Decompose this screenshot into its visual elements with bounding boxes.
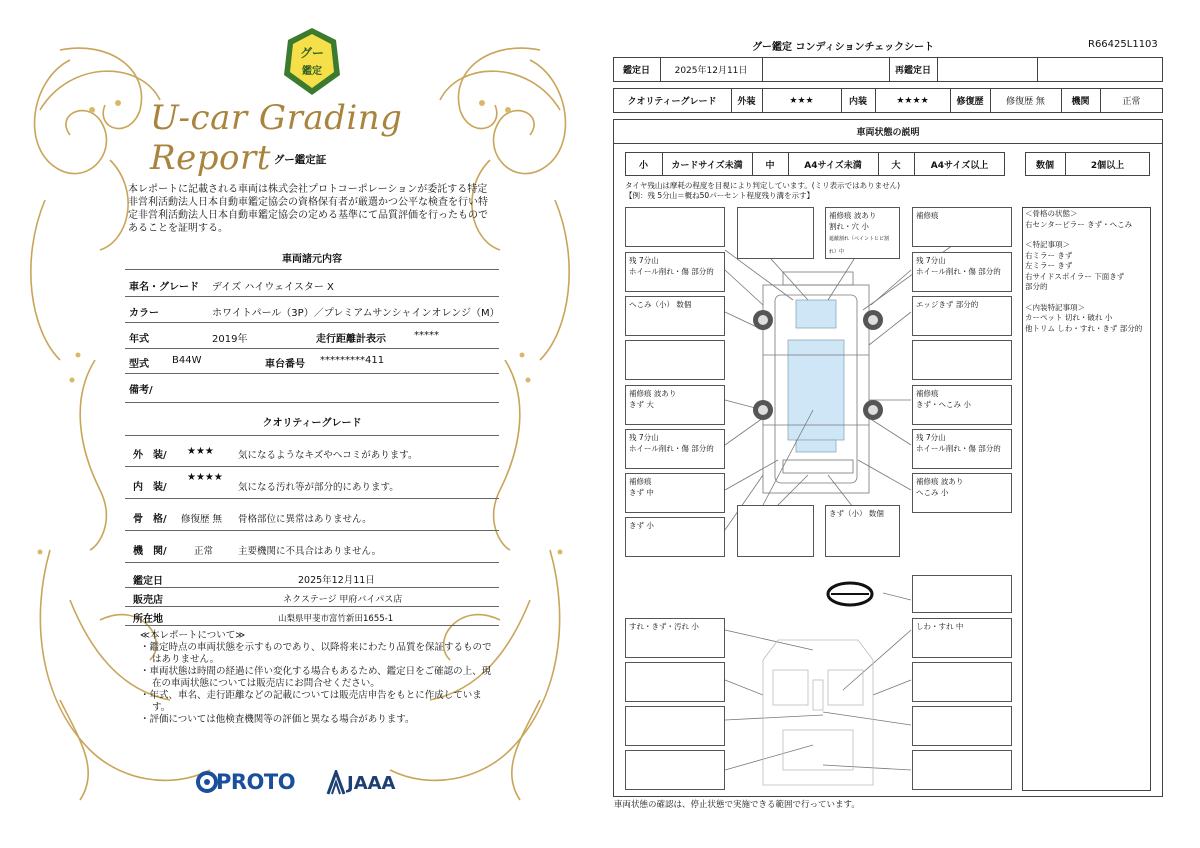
interior-text: 気になる汚れ等が部分的にあります。	[238, 482, 399, 493]
note-line: 左ミラー きず	[1025, 261, 1073, 270]
size-large-desc: A4サイズ以上	[930, 160, 989, 171]
date-value: 2025年12月11日	[674, 66, 748, 76]
note-item: ・評価については他検査機関等の評価と異なる場合があります。	[140, 714, 415, 725]
size-small: 小	[638, 160, 648, 171]
note-line: 部分的	[1025, 282, 1048, 291]
quality-title: クオリティーグレード	[262, 418, 362, 429]
proto-logo-icon	[196, 770, 218, 796]
note-line: 他トリム しわ・すれ・きず 部分的	[1025, 323, 1143, 333]
size-small-desc: カードサイズ未満	[671, 160, 743, 171]
interior-label: 内 装/	[133, 482, 167, 493]
count-label: 数個	[1035, 160, 1054, 171]
interior-box-empty	[625, 706, 725, 746]
damage-box-empty	[737, 505, 814, 557]
divider	[125, 322, 499, 323]
year-value: 2019年	[212, 334, 248, 345]
badge-top-text: グー	[299, 46, 324, 60]
date-value: 2025年12月11日	[298, 575, 375, 586]
jaaa-logo-icon	[326, 770, 346, 796]
quality-label: クオリティーグレード	[627, 97, 717, 107]
engine-value: 正常	[1122, 97, 1141, 107]
interior-box-empty	[625, 662, 725, 702]
exterior-label: 外 装/	[133, 450, 167, 461]
badge-bottom-text: 鑑定	[302, 66, 322, 77]
engine-text: 主要機関に不具合はありません。	[238, 546, 382, 557]
int-value: ★★★★	[896, 95, 929, 106]
damage-box-right-4: 補修痕 きず・へこみ 小	[912, 385, 1012, 425]
count-desc: 2個以上	[1090, 160, 1125, 171]
divider	[125, 466, 499, 467]
interior-box-empty	[912, 706, 1012, 746]
repair-value: 修復歴 無	[1006, 97, 1045, 107]
report-notes	[140, 630, 495, 726]
interior-box-empty	[625, 750, 725, 790]
steering-wheel-icon	[828, 583, 872, 605]
damage-box-top-center: 補修痕 波あり 割れ・穴 小 遮蔽割れ（ペイントヒビ割れ）中	[825, 207, 900, 259]
damage-box-left-5: 残 7分山 ホイール削れ・傷 部分的	[625, 429, 725, 469]
damage-box-right-2: エッジきず 部分的	[912, 296, 1012, 336]
size-mid-desc: A4サイズ未満	[804, 160, 862, 171]
damage-box-left-4: 補修痕 波あり きず 大	[625, 385, 725, 425]
divider	[125, 373, 499, 374]
damage-box-empty	[625, 207, 725, 247]
chassis-value: *********411	[320, 355, 385, 366]
color-label: カラー	[129, 308, 159, 319]
engine-label: 機関	[1071, 97, 1090, 107]
damage-box-left-6: 補修痕 きず 中	[625, 473, 725, 513]
note-line: 右サイドスポイラー 下面きず	[1025, 271, 1125, 281]
exterior-text: 気になるようなキズやヘコミがあります。	[238, 450, 418, 461]
interior-box-left-1: すれ・きず・汚れ 小	[625, 618, 725, 658]
description-title: 車両状態の説明	[856, 127, 920, 138]
odometer-label: 走行距離計表示	[316, 334, 386, 345]
interior-stars: ★★★★	[187, 472, 223, 483]
note-line: 右センターピラー きず・へこみ	[1025, 219, 1133, 229]
date-label: 鑑定日	[622, 66, 650, 76]
divider	[125, 269, 499, 270]
certificate-text: 本レポートに記載される車両は株式会社プロトコーポレーションが委託する特定非営利活動法人日本自動車鑑定協会の資格保有者が厳選かつ公平な検査を行い特定非営利活動法人日本自動車鑑定協会の定める基準にて品質評価を行ったものであることを証明する。	[128, 184, 488, 234]
frame-text: 骨格部位に異常はありません。	[238, 514, 372, 525]
chassis-label: 車台番号	[265, 359, 305, 370]
damage-box-right-6: 補修痕 波あり へこみ 小	[912, 473, 1012, 513]
tire-note-1: タイヤ残山は摩耗の程度を目視により判定しています。(ミリ表示ではありません)	[625, 181, 901, 190]
damage-box-left-2: へこみ（小） 数個	[625, 296, 725, 336]
tire-note-2: 【例：残 5分山＝概ね50パーセント程度残り溝を示す】	[625, 191, 815, 200]
damage-box-left-7: きず 小	[625, 517, 725, 557]
damage-box-bottom-center: きず（小） 数個	[825, 505, 900, 557]
address-label: 所在地	[133, 614, 163, 625]
divider	[125, 562, 499, 563]
damage-box-right-5: 残 7分山 ホイール削れ・傷 部分的	[912, 429, 1012, 469]
interior-box-empty	[912, 750, 1012, 790]
ext-label: 外装	[737, 97, 756, 107]
sheet-code: R66425L1103	[1088, 39, 1158, 50]
int-label: 内装	[848, 97, 867, 107]
side-notes	[1025, 209, 1142, 334]
damage-box-empty	[912, 575, 1012, 613]
note-line: ＜内装特記事項＞	[1025, 302, 1085, 312]
damage-box-top-right: 補修痕	[912, 207, 1012, 247]
damage-box-empty	[625, 340, 725, 380]
divider	[125, 348, 499, 349]
report-script-title: U-car Grading Report	[150, 98, 403, 178]
reinspect-label: 再鑑定日	[894, 66, 931, 76]
frame-label: 骨 格/	[133, 514, 167, 525]
name-label: 車名・グレード	[129, 282, 199, 293]
ext-value: ★★★	[789, 95, 814, 106]
shop-label: 販売店	[133, 595, 163, 606]
divider	[125, 606, 499, 607]
jaaa-logo-text: JAAA	[347, 773, 396, 794]
remarks-label: 備考/	[129, 385, 153, 396]
divider	[125, 587, 499, 588]
sheet-title: グー鑑定 コンディションチェックシート	[752, 42, 935, 53]
damage-box-right-1: 残 7分山 ホイール削れ・傷 部分的	[912, 252, 1012, 292]
sheet-footer: 車両状態の確認は、停止状態で実施できる範囲で行っています。	[614, 800, 860, 810]
note-line: ＜特記事項＞	[1025, 240, 1070, 249]
damage-box-empty	[912, 340, 1012, 380]
specs-title: 車両諸元内容	[282, 254, 342, 265]
engine-value: 正常	[194, 546, 214, 557]
note-line: カーペット 切れ・破れ 小	[1025, 313, 1113, 322]
divider	[125, 498, 499, 499]
note-item: ・年式、車名、走行距離などの記載については販売店申告をもとに作成しています。	[140, 690, 482, 713]
interior-box-empty	[912, 662, 1012, 702]
repair-label: 修復歴	[956, 97, 984, 107]
divider	[125, 530, 499, 531]
interior-box-right-1: しわ・すれ 中	[912, 618, 1012, 658]
notes-title: ≪本レポートについて≫	[140, 630, 246, 641]
certificate-title: グー鑑定証	[273, 154, 327, 166]
engine-label: 機 関/	[133, 546, 167, 557]
note-line: 右ミラー きず	[1025, 250, 1073, 260]
odometer-value: *****	[414, 330, 439, 341]
proto-logo-text: PROTO	[216, 770, 296, 794]
size-mid: 中	[765, 160, 775, 171]
exterior-stars: ★★★	[187, 446, 214, 457]
divider	[125, 435, 499, 436]
shop-value: ネクステージ 甲府バイパス店	[283, 595, 403, 605]
frame-value: 修復歴 無	[181, 514, 223, 525]
divider	[125, 402, 499, 403]
name-value: デイズ ハイウェイスター X	[212, 282, 334, 293]
date-label: 鑑定日	[133, 576, 163, 587]
note-line: ＜骨格の状態＞	[1025, 209, 1078, 218]
damage-box-empty	[737, 207, 814, 259]
address-value: 山梨県甲斐市富竹新田1655-1	[278, 614, 394, 624]
damage-box-left-1: 残 7分山 ホイール削れ・傷 部分的	[625, 252, 725, 292]
divider	[125, 625, 499, 626]
divider	[125, 296, 499, 297]
model-value: B44W	[172, 355, 202, 366]
size-large: 大	[891, 160, 901, 171]
note-item: ・車両状態は時間の経過に伴い変化する場合もあるため、鑑定日をご確認の上、現在の車両状態については販売店にお問合せください。	[140, 666, 492, 689]
color-value: ホワイトパール（3P）／プレミアムサンシャインオレンジ（M）	[212, 308, 500, 319]
model-label: 型式	[129, 359, 149, 370]
note-item: ・鑑定時点の車両状態を示すものであり、以降将来にわたり品質を保証するものではありません。	[140, 642, 492, 665]
year-label: 年式	[129, 334, 149, 345]
